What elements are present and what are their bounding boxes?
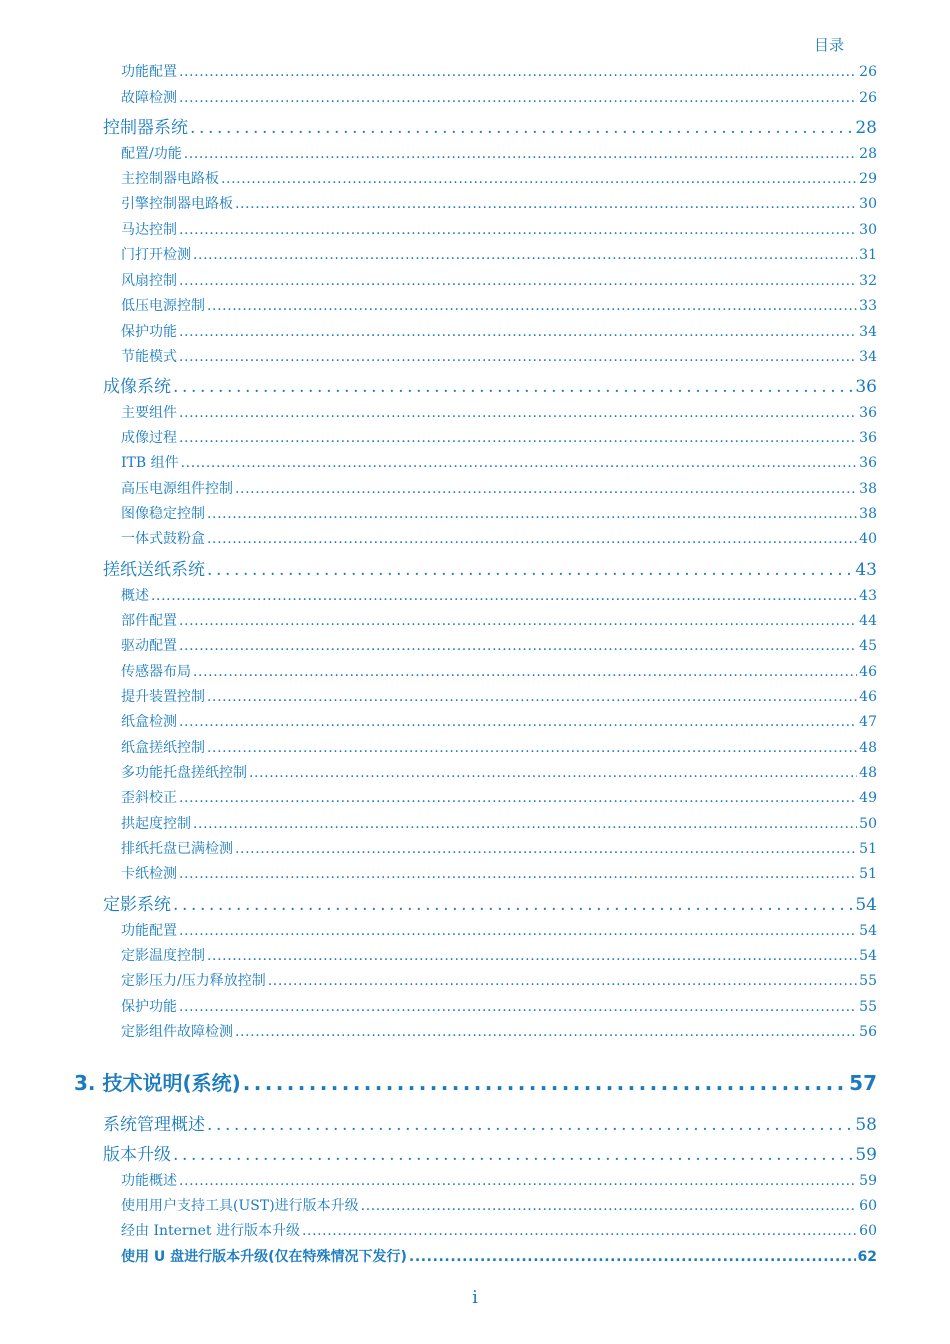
- toc-entry-page: 29: [859, 171, 877, 187]
- toc-entry-page: 55: [859, 999, 877, 1015]
- toc-entry-page: 54: [859, 948, 877, 964]
- toc-entry-page: 60: [859, 1223, 877, 1239]
- toc-entry-title: 版本升级: [103, 1145, 171, 1165]
- toc-entry[interactable]: [74, 1067, 877, 1093]
- toc-entry-title: 图像稳定控制: [121, 506, 205, 522]
- toc-entry[interactable]: [103, 1140, 877, 1165]
- toc-entry-page: 26: [859, 90, 877, 106]
- toc-entry-page: 59: [855, 1145, 877, 1165]
- toc-entry-page: 56: [859, 1024, 877, 1040]
- toc-entry[interactable]: [121, 528, 877, 546]
- toc-leader-dots: [151, 588, 857, 604]
- toc-entry[interactable]: [121, 402, 877, 420]
- toc-leader-dots: [207, 560, 853, 580]
- toc-entry[interactable]: [103, 890, 877, 915]
- toc-leader-dots: [179, 405, 857, 421]
- toc-entry-title: 主要组件: [121, 405, 177, 421]
- toc-leader-dots: [173, 377, 853, 397]
- toc-entry-page: 43: [859, 588, 877, 604]
- toc-entry-title: 提升装置控制: [121, 689, 205, 705]
- toc-entry-title: 定影组件故障检测: [121, 1024, 233, 1040]
- toc-leader-dots: [235, 196, 857, 212]
- toc-entry-page: 46: [859, 664, 877, 680]
- toc-entry-title: 定影系统: [103, 895, 171, 915]
- toc-entry-title: 低压电源控制: [121, 298, 205, 314]
- toc-leader-dots: [193, 664, 857, 680]
- toc-entry-page: 55: [859, 973, 877, 989]
- toc-entry[interactable]: [121, 762, 877, 780]
- toc-entry-page: 30: [859, 196, 877, 212]
- toc-entry[interactable]: [121, 610, 877, 628]
- toc-entry-page: 36: [859, 430, 877, 446]
- toc-entry[interactable]: [121, 478, 877, 496]
- toc-leader-dots: [207, 948, 857, 964]
- toc-entry-title: 定影压力/压力释放控制: [121, 973, 266, 989]
- toc-entry[interactable]: [121, 1220, 877, 1238]
- toc-leader-dots: [207, 689, 857, 705]
- toc-entry-title: 卡纸检测: [121, 866, 177, 882]
- toc-leader-dots: [179, 866, 857, 882]
- toc-leader-dots: [193, 247, 857, 263]
- toc-entry-page: 31: [859, 247, 877, 263]
- toc-entry[interactable]: [121, 219, 877, 237]
- toc-leader-dots: [221, 171, 857, 187]
- toc-entry-page: 59: [859, 1173, 877, 1189]
- toc-entry-page: 46: [859, 689, 877, 705]
- toc-entry-page: 48: [859, 765, 877, 781]
- toc-leader-dots: [302, 1223, 857, 1239]
- toc-entry[interactable]: [121, 838, 877, 856]
- toc-entry[interactable]: [121, 737, 877, 755]
- toc-entry-page: 48: [859, 740, 877, 756]
- toc-entry-page: 36: [859, 405, 877, 421]
- page-number: i: [472, 1287, 478, 1308]
- toc-entry-page: 28: [859, 146, 877, 162]
- toc-entry-title: 搓纸送纸系统: [103, 560, 205, 580]
- toc-leader-dots: [173, 1145, 853, 1165]
- toc-leader-dots: [179, 64, 857, 80]
- toc-entry[interactable]: [121, 452, 877, 470]
- toc-entry-page: 44: [859, 613, 877, 629]
- toc-entry-title: 经由 Internet 进行版本升级: [121, 1223, 300, 1239]
- toc-entry[interactable]: [121, 635, 877, 653]
- toc-entry[interactable]: [121, 920, 877, 938]
- toc-entry-title: 节能模式: [121, 349, 177, 365]
- toc-entry-page: 49: [859, 790, 877, 806]
- toc-entry-title: 传感器布局: [121, 664, 191, 680]
- toc-entry-page: 47: [859, 714, 877, 730]
- toc-leader-dots: [179, 1173, 857, 1189]
- toc-entry-page: 38: [859, 506, 877, 522]
- toc-entry[interactable]: [121, 970, 877, 988]
- toc-entry-title: 保护功能: [121, 324, 177, 340]
- toc-leader-dots: [179, 923, 857, 939]
- toc-entry[interactable]: [103, 555, 877, 580]
- toc-leader-dots: [207, 531, 857, 547]
- toc-entry-title: 成像系统: [103, 377, 171, 397]
- toc-entry-title: ITB 组件: [121, 455, 179, 471]
- toc-entry[interactable]: [121, 1170, 877, 1188]
- toc-entry-page: 30: [859, 222, 877, 238]
- toc-entry-title: 纸盒检测: [121, 714, 177, 730]
- toc-leader-dots: [184, 146, 857, 162]
- toc-leader-dots: [235, 481, 857, 497]
- toc-leader-dots: [179, 613, 857, 629]
- toc-entry-title: 驱动配置: [121, 638, 177, 654]
- toc-entry[interactable]: [121, 427, 877, 445]
- toc-leader-dots: [361, 1198, 858, 1214]
- toc-entry-title: 排纸托盘已满检测: [121, 841, 233, 857]
- toc-entry-title: 功能配置: [121, 923, 177, 939]
- toc-entry-page: 40: [859, 531, 877, 547]
- toc-entry-page: 54: [859, 923, 877, 939]
- toc-entry[interactable]: [121, 143, 877, 161]
- toc-leader-dots: [207, 1115, 853, 1135]
- toc-entry-page: 51: [859, 841, 877, 857]
- toc-entry-title: 故障检测: [121, 90, 177, 106]
- toc-entry[interactable]: [103, 1110, 877, 1135]
- toc-entry[interactable]: [121, 661, 877, 679]
- toc-leader-dots: [235, 1024, 857, 1040]
- toc-entry-title: 使用 U 盘进行版本升级(仅在特殊情况下发行): [121, 1249, 407, 1265]
- toc-leader-dots: [179, 790, 857, 806]
- toc-entry[interactable]: [121, 295, 877, 313]
- toc-entry-title: 拱起度控制: [121, 816, 191, 832]
- toc-entry-title: 定影温度控制: [121, 948, 205, 964]
- toc-leader-dots: [207, 506, 857, 522]
- toc-leader-dots: [235, 841, 857, 857]
- toc-entry-page: 50: [859, 816, 877, 832]
- toc-leader-dots: [179, 324, 857, 340]
- toc-leader-dots: [190, 118, 853, 138]
- toc-entry-page: 38: [859, 481, 877, 497]
- toc-entry-title: 马达控制: [121, 222, 177, 238]
- toc-entry-title: 3. 技术说明(系统): [74, 1071, 241, 1095]
- toc-entry-page: 62: [857, 1249, 877, 1265]
- toc-leader-dots: [179, 999, 857, 1015]
- toc-entry-page: 33: [859, 298, 877, 314]
- toc-entry[interactable]: [103, 372, 877, 397]
- toc-entry-title: 功能配置: [121, 64, 177, 80]
- toc-leader-dots: [179, 714, 857, 730]
- toc-leader-dots: [193, 816, 857, 832]
- toc-entry-title: 概述: [121, 588, 149, 604]
- toc-leader-dots: [179, 273, 857, 289]
- toc-entry-title: 使用用户支持工具(UST)进行版本升级: [121, 1198, 359, 1214]
- toc-entry-page: 36: [859, 455, 877, 471]
- toc-entry-title: 成像过程: [121, 430, 177, 446]
- toc-entry-title: 歪斜校正: [121, 790, 177, 806]
- toc-leader-dots: [173, 895, 853, 915]
- toc-leader-dots: [249, 765, 857, 781]
- toc-entry-page: 57: [849, 1071, 877, 1095]
- toc-entry[interactable]: [121, 87, 877, 105]
- toc-entry-title: 配置/功能: [121, 146, 182, 162]
- toc-leader-dots: [268, 973, 857, 989]
- toc-entry-title: 引擎控制器电路板: [121, 196, 233, 212]
- toc-entry[interactable]: [121, 711, 877, 729]
- toc-entry-page: 28: [855, 118, 877, 138]
- toc-leader-dots: [179, 638, 857, 654]
- toc-entry-title: 系统管理概述: [103, 1115, 205, 1135]
- toc-entry-title: 保护功能: [121, 999, 177, 1015]
- toc-entry-page: 32: [859, 273, 877, 289]
- toc-entry-page: 36: [855, 377, 877, 397]
- toc-entry-page: 60: [859, 1198, 877, 1214]
- toc-entry[interactable]: [103, 113, 877, 138]
- toc-entry[interactable]: [121, 585, 877, 603]
- toc-entry-title: 主控制器电路板: [121, 171, 219, 187]
- toc-entry[interactable]: [121, 945, 877, 963]
- toc-entry[interactable]: [121, 996, 877, 1014]
- toc-entry[interactable]: [121, 244, 877, 262]
- toc-leader-dots: [207, 740, 857, 756]
- toc-entry-title: 高压电源组件控制: [121, 481, 233, 497]
- toc-entry[interactable]: [121, 1021, 877, 1039]
- toc-entry-page: 51: [859, 866, 877, 882]
- toc-entry[interactable]: [121, 61, 877, 79]
- toc-entry-page: 54: [855, 895, 877, 915]
- toc-entry-page: 34: [859, 349, 877, 365]
- toc-entry-title: 多功能托盘搓纸控制: [121, 765, 247, 781]
- toc-entry-page: 34: [859, 324, 877, 340]
- toc-leader-dots: [409, 1249, 856, 1265]
- toc-entry[interactable]: [121, 813, 877, 831]
- toc-leader-dots: [179, 90, 857, 106]
- toc-leader-dots: [181, 455, 858, 471]
- toc-entry[interactable]: [121, 686, 877, 704]
- toc-entry-page: 26: [859, 64, 877, 80]
- toc-entry-title: 部件配置: [121, 613, 177, 629]
- toc-entry-title: 功能概述: [121, 1173, 177, 1189]
- toc-entry-title: 门打开检测: [121, 247, 191, 263]
- toc-entry[interactable]: [121, 1195, 877, 1213]
- toc-entry[interactable]: [121, 270, 877, 288]
- toc-entry[interactable]: [121, 1246, 877, 1264]
- header-label: 目录: [814, 36, 845, 54]
- toc-entry-title: 风扇控制: [121, 273, 177, 289]
- toc-entry[interactable]: [121, 346, 877, 364]
- toc-leader-dots: [179, 430, 857, 446]
- toc-entry-title: 纸盒搓纸控制: [121, 740, 205, 756]
- toc-leader-dots: [179, 349, 857, 365]
- toc-entry-page: 43: [855, 560, 877, 580]
- toc-entry-title: 一体式鼓粉盒: [121, 531, 205, 547]
- toc-entry-title: 控制器系统: [103, 118, 188, 138]
- toc-entry[interactable]: [121, 863, 877, 881]
- toc-leader-dots: [207, 298, 857, 314]
- toc-entry[interactable]: [121, 321, 877, 339]
- toc-entry-page: 58: [855, 1115, 877, 1135]
- toc-entry[interactable]: [121, 787, 877, 805]
- toc-entry-page: 45: [859, 638, 877, 654]
- toc-leader-dots: [179, 222, 857, 238]
- toc-leader-dots: [243, 1071, 847, 1095]
- toc-entry[interactable]: [121, 193, 877, 211]
- toc-entry[interactable]: [121, 168, 877, 186]
- toc-entry[interactable]: [121, 503, 877, 521]
